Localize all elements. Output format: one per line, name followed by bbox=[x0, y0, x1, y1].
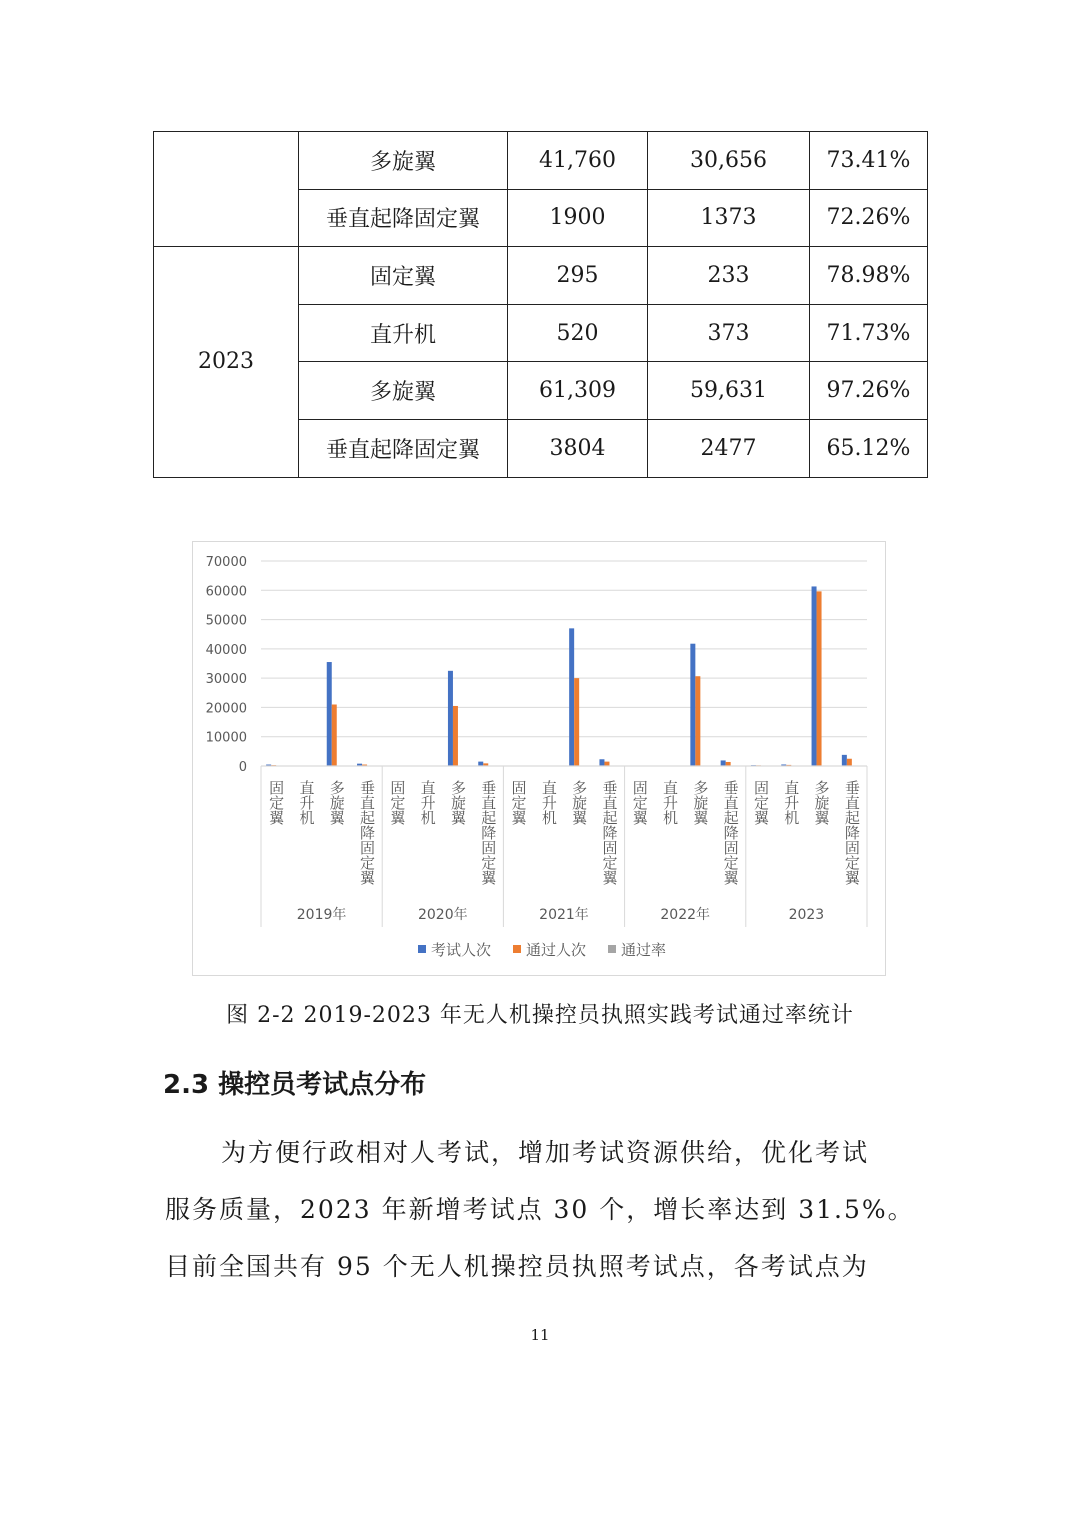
table-cell-passed: 30,656 bbox=[648, 132, 810, 190]
x-group-label: 2023 bbox=[788, 907, 825, 923]
x-category-label: 直升机 bbox=[782, 780, 801, 825]
legend-label: 通过人次 bbox=[526, 941, 587, 959]
table-cell-passed: 1373 bbox=[648, 189, 810, 247]
bar-0 bbox=[448, 671, 453, 766]
table-cell-rate: 78.98% bbox=[810, 247, 928, 305]
table-cell-type: 多旋翼 bbox=[299, 362, 508, 420]
x-category-label: 固定翼 bbox=[751, 780, 770, 825]
x-category-label: 垂直起降固定翼 bbox=[479, 780, 498, 885]
x-category-label: 多旋翼 bbox=[812, 780, 831, 825]
bar-0 bbox=[478, 762, 483, 766]
x-category-label: 多旋翼 bbox=[448, 780, 467, 825]
table-cell-exams: 61,309 bbox=[508, 362, 648, 420]
bar-0 bbox=[599, 759, 604, 766]
x-category-label: 垂直起降固定翼 bbox=[600, 780, 619, 885]
table-cell-type: 多旋翼 bbox=[299, 132, 508, 190]
table-cell-exams: 1900 bbox=[508, 189, 648, 247]
table-cell-passed: 2477 bbox=[648, 419, 810, 477]
table-cell-exams: 295 bbox=[508, 247, 648, 305]
x-category-label: 直升机 bbox=[539, 780, 558, 825]
y-tick-label: 30000 bbox=[205, 672, 247, 688]
bar-chart bbox=[193, 542, 887, 977]
x-category-label: 垂直起降固定翼 bbox=[842, 780, 861, 885]
legend-label: 考试人次 bbox=[431, 941, 492, 959]
x-category-label: 固定翼 bbox=[630, 780, 649, 825]
paragraph-line: 目前全国共有 95 个无人机操控员执照考试点，各考试点为 bbox=[165, 1252, 869, 1281]
table-cell-exams: 520 bbox=[508, 304, 648, 362]
y-tick-label: 20000 bbox=[205, 701, 247, 717]
x-category-label: 直升机 bbox=[661, 780, 680, 825]
x-category-label: 固定翼 bbox=[388, 780, 407, 825]
x-category-label: 垂直起降固定翼 bbox=[721, 780, 740, 885]
y-tick-label: 50000 bbox=[205, 613, 247, 629]
x-category-label: 多旋翼 bbox=[327, 780, 346, 825]
table-cell-exams: 41,760 bbox=[508, 132, 648, 190]
table-row bbox=[154, 132, 928, 190]
bar-0 bbox=[812, 586, 817, 766]
section-heading: 2.3 操控员考试点分布 bbox=[163, 1070, 427, 1100]
table-cell-passed: 373 bbox=[648, 304, 810, 362]
figure-caption: 图 2-2 2019-2023 年无人机操控员执照实践考试通过率统计 bbox=[226, 1003, 854, 1028]
x-group-label: 2020年 bbox=[417, 907, 468, 923]
bar-1 bbox=[453, 706, 458, 766]
table-cell-rate: 72.26% bbox=[810, 189, 928, 247]
x-category-label: 多旋翼 bbox=[691, 780, 710, 825]
x-group-label: 2022年 bbox=[660, 907, 711, 923]
bar-0 bbox=[721, 760, 726, 766]
bar-0 bbox=[569, 628, 574, 766]
bar-1 bbox=[726, 762, 731, 766]
table-row bbox=[154, 247, 928, 305]
x-group-label: 2021年 bbox=[539, 907, 589, 923]
bar-1 bbox=[847, 759, 852, 766]
bar-1 bbox=[574, 678, 579, 766]
table-cell-rate: 97.26% bbox=[810, 362, 928, 420]
paragraph-line: 为方便行政相对人考试，增加考试资源供给，优化考试 bbox=[221, 1138, 870, 1167]
x-group-label: 2019年 bbox=[296, 907, 347, 923]
legend-swatch bbox=[608, 945, 616, 953]
legend-swatch bbox=[418, 945, 426, 953]
table-cell-rate: 65.12% bbox=[810, 419, 928, 477]
table-cell-rate: 71.73% bbox=[810, 304, 928, 362]
x-category-label: 直升机 bbox=[418, 780, 437, 825]
bar-0 bbox=[690, 644, 695, 766]
x-category-label: 垂直起降固定翼 bbox=[358, 780, 377, 885]
bar-1 bbox=[817, 591, 822, 766]
bar-0 bbox=[327, 662, 332, 766]
table-cell-type: 垂直起降固定翼 bbox=[299, 189, 508, 247]
bar-1 bbox=[695, 676, 700, 766]
table-cell-passed: 233 bbox=[648, 247, 810, 305]
legend-label: 通过率 bbox=[621, 941, 667, 959]
bar-0 bbox=[842, 755, 847, 766]
y-tick-label: 70000 bbox=[205, 555, 247, 570]
page-number: 11 bbox=[530, 1326, 550, 1344]
chart-container bbox=[192, 541, 886, 976]
x-category-label: 多旋翼 bbox=[570, 780, 589, 825]
table-cell-year bbox=[154, 132, 299, 247]
y-tick-label: 10000 bbox=[205, 730, 247, 746]
table-cell-passed: 59,631 bbox=[648, 362, 810, 420]
y-tick-label: 40000 bbox=[205, 642, 247, 658]
legend-swatch bbox=[513, 945, 521, 953]
x-category-label: 直升机 bbox=[297, 780, 316, 825]
paragraph-line: 服务质量，2023 年新增考试点 30 个，增长率达到 31.5%。 bbox=[165, 1195, 915, 1224]
table-cell-year: 2023 bbox=[154, 247, 299, 477]
table-cell-rate: 73.41% bbox=[810, 132, 928, 190]
y-tick-label: 60000 bbox=[205, 584, 247, 600]
bar-1 bbox=[332, 705, 337, 767]
y-tick-label: 0 bbox=[238, 760, 247, 775]
x-category-label: 固定翼 bbox=[509, 780, 528, 825]
table-cell-type: 固定翼 bbox=[299, 247, 508, 305]
exam-stats-table bbox=[153, 131, 928, 478]
bar-1 bbox=[604, 762, 609, 766]
table-cell-type: 垂直起降固定翼 bbox=[299, 419, 508, 477]
table-cell-type: 直升机 bbox=[299, 304, 508, 362]
table-cell-exams: 3804 bbox=[508, 419, 648, 477]
x-category-label: 固定翼 bbox=[267, 780, 286, 825]
